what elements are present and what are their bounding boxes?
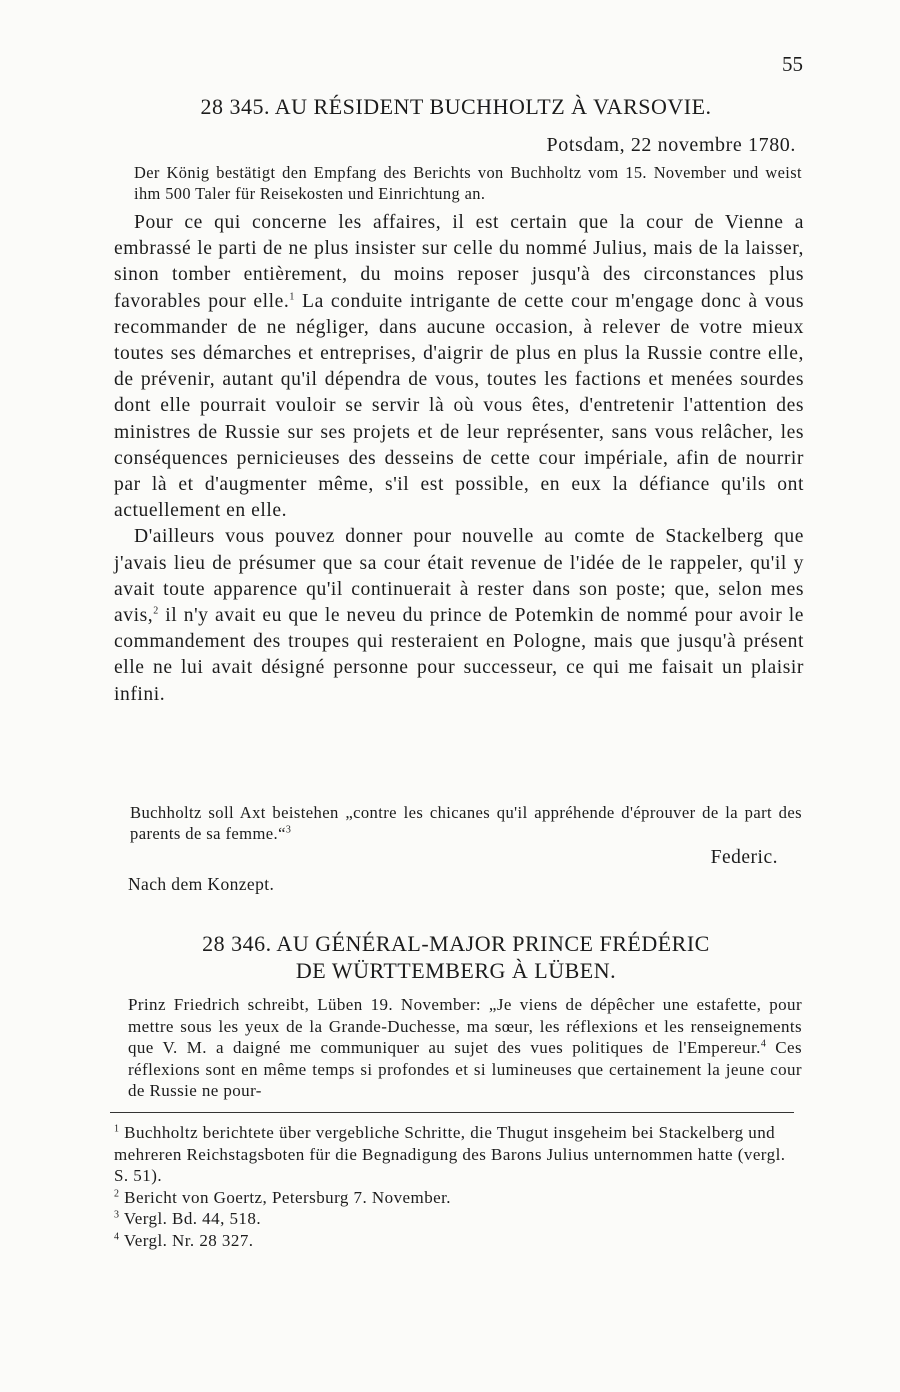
paragraph-text: Pour ce qui concerne les affaires, il est certain que la cour de Vienne a embrassé le parti de ne plus insister sur celle du nommé Julius, mais de la laisser, sinon tomber entièrement, du moins reposer jusqu'à des circonstances plus favorables pour elle. bbox=[114, 212, 804, 312]
letter-summary: Der König bestätigt den Empfang des Berichts von Buchholtz vom 15. November und weist ihm 500 Taler für Reisekosten und Einrichtung an. bbox=[134, 163, 802, 203]
footnote-divider bbox=[110, 1112, 794, 1113]
footnote-ref: 1 bbox=[289, 291, 295, 303]
footnote-mark: 1 bbox=[114, 1123, 120, 1135]
footnote bbox=[114, 1230, 800, 1252]
post-note bbox=[130, 802, 802, 844]
footnote bbox=[114, 1208, 800, 1230]
dateline: Potsdam, 22 novembre 1780. bbox=[546, 134, 796, 156]
footnote-text: Buchholtz berichtete über vergebliche Schritte, die Thugut insgeheim bei Stackelberg und mehreren Reichstagsboten für die Begnadigung des Barons Julius unternommen hatte (vergl. S. 51). bbox=[114, 1123, 786, 1185]
summary-text: Prinz Friedrich schreibt, Lüben 19. November: „Je viens de dépêcher une estafette, pour mettre sous les yeux de la Grande-Duchesse, ma sœur, les réflexions et les renseignements que V. M. a daigné me communiquer au sujet des vues politiques de l'Empereur. bbox=[128, 995, 802, 1057]
footnote bbox=[114, 1187, 800, 1209]
paragraph bbox=[114, 210, 804, 524]
footnotes bbox=[114, 1122, 800, 1251]
paragraph-text: il n'y avait eu que le neveu du prince de Potemkin de nommé pour avoir le commandement des troupes qui resteraient en Pologne, mais que jusqu'à présent elle ne lui avait désigné personne pour successeur, ce qui me faisait un plaisir infini. bbox=[114, 605, 804, 705]
footnote-text: Vergl. Nr. 28 327. bbox=[123, 1230, 254, 1250]
post-note-text: Buchholtz soll Axt beistehen „contre les chicanes qu'il appréhende d'éprouver de la part des parents de sa femme.“ bbox=[130, 803, 802, 843]
footnote-text: Vergl. Bd. 44, 518. bbox=[123, 1209, 262, 1228]
footnote-text: Bericht von Goertz, Petersburg 7. November. bbox=[124, 1187, 452, 1207]
letter-text bbox=[114, 210, 804, 708]
paragraph-text: La conduite intrigante de cette cour m'engage donc à vous recommander de ne négliger, dans aucune occasion, à relever de votre mieux toutes ses démarches et entreprises, d'aigrir de plus en plus la Russie contre elle, de prévenir, autant qu'il dépendra de vous, toutes les factions et menées sourdes dont elle pourrait vouloir se servir là où vous êtes, d'entretenir l'attention des ministres de Russie sur ses projets et de leur représenter, sans vous relâcher, les conséquences pernicieuses des desseins de cette cour impériale, afin de nourrir par là et d'augmenter même, s'il est possible, en eux la défiance qu'ils ont actuellement en elle. bbox=[114, 290, 804, 522]
footnote-ref: 3 bbox=[285, 824, 292, 836]
summary-text: Ces réflexions sont en même temps si profondes et si lumineuses que certainement la jeune cour de Russie ne pour- bbox=[128, 1038, 802, 1100]
footnote bbox=[114, 1122, 800, 1187]
page-number: 55 bbox=[782, 52, 803, 76]
paragraph bbox=[114, 524, 804, 707]
signature: Federic. bbox=[710, 847, 778, 868]
footnote-mark: 3 bbox=[114, 1209, 120, 1221]
footnote-mark: 2 bbox=[114, 1187, 120, 1199]
heading-line: 28 346. AU GÉNÉRAL-MAJOR PRINCE FRÉDÉRIC bbox=[202, 931, 710, 956]
source-note: Nach dem Konzept. bbox=[128, 874, 275, 894]
letter-heading bbox=[110, 930, 802, 984]
letter-summary bbox=[128, 994, 802, 1102]
letter-heading: 28 345. AU RÉSIDENT BUCHHOLTZ À VARSOVIE. bbox=[200, 94, 712, 119]
footnote-ref: 4 bbox=[760, 1038, 767, 1050]
footnote-ref: 2 bbox=[153, 605, 159, 617]
paragraph-text: D'ailleurs vous pouvez donner pour nouvelle au comte de Stackelberg que j'avais lieu de présumer que sa cour était revenue de l'idée de le rappeler, qu'il y avait toute apparence qu'il continuerait à rester dans son poste; que, selon mes avis, bbox=[114, 526, 804, 627]
heading-line: DE WÜRTTEMBERG À LÜBEN. bbox=[295, 958, 617, 983]
footnote-mark: 4 bbox=[114, 1230, 120, 1242]
